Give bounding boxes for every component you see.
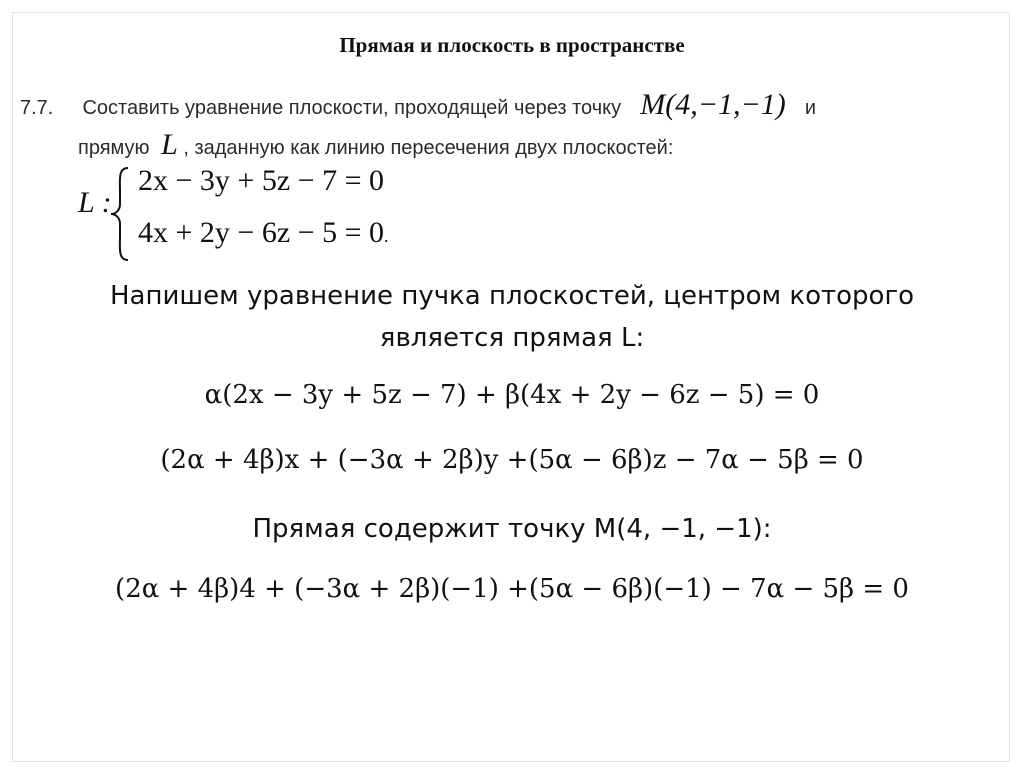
point-m: M(4,−1,−1)	[640, 88, 786, 121]
line-l: L	[161, 128, 178, 161]
problem-and: и	[804, 97, 817, 119]
formula-substituted: (2α + 4β)4 + (−3α + 2β)(−1) +(5α − 6β)(−1) − 7α − 5β = 0	[115, 574, 909, 604]
left-brace-icon	[108, 166, 132, 262]
system-equation-2	[138, 216, 389, 250]
system-equation-2-text: 4x + 2y − 6z − 5 = 0	[138, 216, 384, 249]
problem-text-1: Составить уравнение плоскости, проходящей через точку	[82, 97, 622, 119]
formula-expanded: (2α + 4β)x + (−3α + 2β)y +(5α − 6β)z − 7α − 5β = 0	[160, 445, 864, 475]
problem-line-2	[78, 128, 673, 162]
problem-text-2a: прямую	[78, 137, 150, 159]
system-label: L :	[78, 186, 112, 219]
formula-pencil: α(2x − 3y + 5z − 7) + β(4x + 2y − 6z − 5) = 0	[204, 380, 820, 410]
problem-line-1	[20, 88, 816, 122]
system-equation-2-end: .	[384, 226, 389, 246]
solution-text-1a: Напишем уравнение пучка плоскостей, центром которого	[109, 281, 915, 311]
slide-title: Прямая и плоскость в пространстве	[339, 33, 685, 57]
problem-number: 7.7.	[20, 97, 54, 119]
solution-text-1b: является прямая L:	[379, 323, 645, 353]
solution-text-2: Прямая содержит точку M(4, −1, −1):	[252, 514, 772, 544]
system-equation-1: 2x − 3y + 5z − 7 = 0	[138, 164, 384, 197]
problem-text-2b: , заданную как линию пересечения двух плоскостей:	[183, 137, 674, 159]
